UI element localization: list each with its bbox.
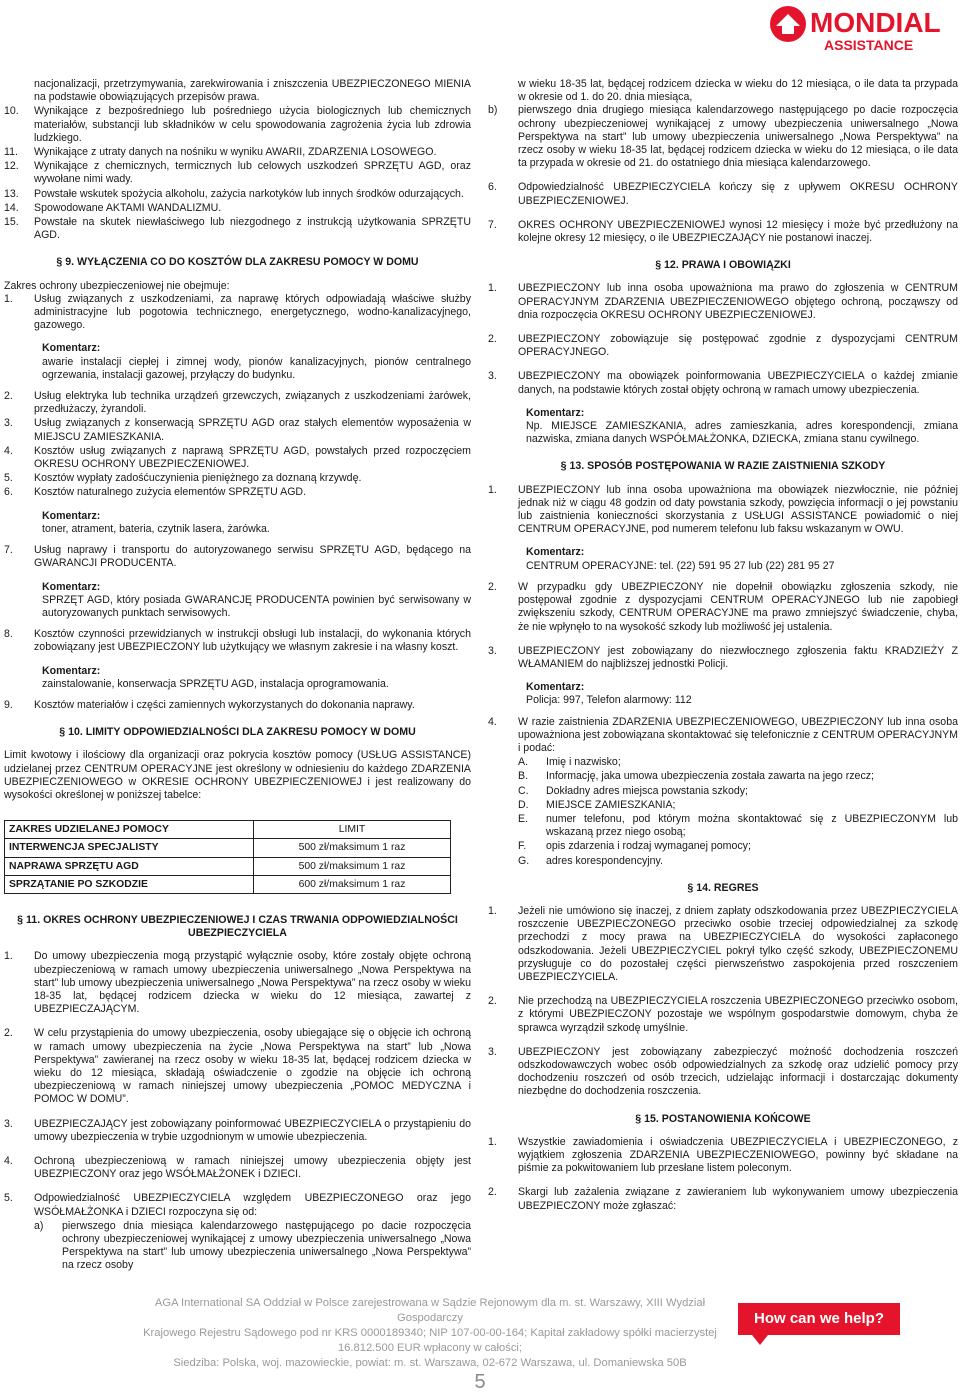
s11-item-6: 6. Odpowiedzialność UBEZPIECZYCIELA kończy się z upływem OKRESU OCHRONY UBEZPIECZENIOWEJ. [488, 181, 958, 207]
list-item: G. adres korespondencyjny. [518, 854, 663, 867]
comment-block: Komentarz: awarie instalacji ciepłej i zimnej wody, pionów kanalizacyjnych, pionów centralnego ogrzewania, instalacji gazowej, przyłączy do budynku. [42, 342, 471, 381]
s11-item-5b: b) pierwszego dnia drugiego miesiąca kalendarzowego następującego po dacie rozpoczęcia ochrony ubezpieczeniowej wynikającej z umowy ubezpieczenia uniwersalnego „Nowa Perspektywa na start” lub umowy ubezpieczenia uniwersalnego „Nowa Perspektywa” na rzecz osoby w wieku 18-35 lat, będącej rodzicem dziecka w wieku do 12 miesiąca, o ile data ta przypada w okresie od 21. do ostatniego dnia miesiąca kalendarzowego. [488, 104, 958, 170]
list-item: 13. Powstałe wskutek spożycia alkoholu, zażycia narkotyków lub innych środków odurzających. [4, 187, 464, 200]
list-item: 1. UBEZPIECZONY lub inna osoba upoważniona ma prawo do zgłoszenia w CENTRUM OPERACYJNYM ZDARZENIA UBEZPIECZENIOWEGO objętego ochroną, począwszy od dnia rozpoczęcia OKRESU OCHRONY UBEZPIECZENIOWEJ. [488, 282, 958, 321]
s13-sublist [488, 756, 958, 868]
list-item: B. Informację, jaka umowa ubezpieczenia została zawarta na jego rzecz; [518, 770, 874, 783]
list-item: 5. Kosztów wypłaty zadośćuczynienia pieniężnego za doznaną krzywdę. [4, 472, 362, 485]
list-item: 2. Skargi lub zażalenia związane z zawieraniem lub wykonywaniem umowy ubezpieczenia UBEZPIECZONY może zgłaszać: [488, 1186, 958, 1212]
top-list [4, 78, 471, 242]
mondial-logo [766, 2, 956, 54]
list-item: nacjonalizacji, przetrzymywania, zarekwirowania i zniszczenia UBEZPIECZONEGO MIENIA na podstawie obowiązujących przepisów prawa. [34, 78, 471, 104]
s13-item-2: 2. W przypadku gdy UBEZPIECZONY nie dopełnił obowiązku zgłoszenia szkody, nie postępował zgodnie z dyspozycjami CENTRUM OPERACYJNEGO lub nie zapobiegł zwiększeniu szkody, CENTRUM OPERACYJNE ma prawo zmniejszyć świadczenie, chyba, że nie wpłynęło to na wysokość szkody lub możliwość jej ustalenia. [488, 580, 958, 633]
comment-block: Komentarz: Policja: 997, Telefon alarmowy: 112 [526, 681, 692, 707]
right-column [488, 78, 958, 1214]
comment-block: Komentarz: zainstalowanie, konserwacja SPRZĘTU AGD, instalacja oprogramowania. [42, 664, 389, 690]
footer-line: AGA International SA Oddział w Polsce zarejestrowana w Sądzie Rejonowym dla m. st. Warszawy, XIII Wydział Gospodarczy [154, 1297, 706, 1324]
list-item: 12. Wynikające z chemicznych, termicznych lub celowych uszkodzeń SPRZĘTU AGD, oraz wywołane nimi wady. [4, 160, 471, 186]
list-item: 4. Ochroną ubezpieczeniową w ramach niniejszej umowy ubezpieczenia objęty jest UBEZPIECZONY oraz jego WSÓŁMAŁŻONEK i DZIECI. [4, 1155, 471, 1181]
logo-subword: ASSISTANCE [824, 37, 914, 53]
table-row [5, 875, 451, 893]
s9-item-7: 7. Usług naprawy i transportu do autoryzowanego serwisu SPRZĘTU AGD, będącego na GWARANCJI PRODUCENTA. [4, 544, 471, 570]
s13-item-1: 1. UBEZPIECZONY lub inna osoba upoważniona ma obowiązek niezwłocznie, nie później jednak niż w ciągu 48 godzin od daty powstania szkody, powzięcia informacji o jej powstaniu lub zaistnienia konieczności skorzystania z USŁUGI ASSISTANCE powiadomić o niej CENTRUM OPERACYJNE, pod numerem telefonu lub faksu wskazanym w OWU. [488, 483, 958, 536]
table-cell: NAPRAWA SPRZĘTU AGD [5, 857, 254, 875]
table-cell: 600 zł/maksimum 1 raz [254, 875, 451, 893]
list-item: 2. Nie przechodzą na UBEZPIECZYCIELA roszczenia UBEZPIECZONEGO przeciwko osobom, z którymi UBEZPIECZONY pozostaje we wspólnym gospodarstwie domowym, chyba że sprawca wyrządził szkodę umyślnie. [488, 995, 958, 1034]
comment-block: Komentarz: toner, atrament, bateria, czytnik lasera, żarówka. [42, 509, 270, 535]
left-column [4, 78, 471, 1274]
s11-list [4, 950, 471, 1218]
s12-list [488, 282, 958, 396]
table-cell: 500 zł/maksimum 1 raz [254, 839, 451, 857]
list-item: 3. UBEZPIECZONY jest zobowiązany zabezpieczyć możność dochodzenia roszczeń odszkodowawczych wobec osób odpowiedzialnych za szkodę oraz udzielić pomocy przy dochodzeniu roszczeń od osób trzecich, udzielając informacji i dostarczając dokumenty niezbędne do dochodzenia roszczenia. [488, 1045, 958, 1098]
s15-list [488, 1136, 958, 1213]
table-row [5, 839, 451, 857]
s13-item-4: 4. W razie zaistnienia ZDARZENIA UBEZPIECZENIOWEGO, UBEZPIECZONY lub inna osoba upoważniona jest zobowiązana skontaktować się telefonicznie z CENTRUM OPERACYJNYM i podać: [488, 715, 958, 754]
s14-list [488, 905, 958, 1099]
list-item: 3. Usług związanych z konserwacją SPRZĘTU AGD oraz stałych elementów wyposażenia w MIEJSCU ZAMIESZKANIA. [4, 417, 471, 443]
list-item: 10. Wynikające z bezpośredniego lub pośredniego użycia biologicznych lub chemicznych materiałów, substancji lub składników w celu spowodowania zagrożenia życia lub zdrowia ludzkiego. [4, 105, 471, 144]
s11-item-7: 7. OKRES OCHRONY UBEZPIECZENIOWEJ wynosi 12 miesięcy i może być przedłużony na kolejne okresy 12 miesięcy, o ile UBEZPIECZAJĄCY nie postanowi inaczej. [488, 218, 958, 245]
list-item: F. opis zdarzenia i rodzaj wymaganej pomocy; [518, 840, 751, 853]
table-cell: INTERWENCJA SPECJALISTY [5, 839, 254, 857]
table-cell: SPRZĄTANIE PO SZKODZIE [5, 875, 254, 893]
section-14-title: § 14. REGRES [687, 881, 759, 894]
list-item: A. Imię i nazwisko; [518, 756, 621, 769]
list-item: 3. UBEZPIECZONY ma obowiązek poinformowania UBEZPIECZYCIELA o każdej zmianie danych, na podstawie których został objęty ochroną w ramach umowy ubezpieczenia. [488, 370, 958, 396]
section-11-title: § 11. OKRES OCHRONY UBEZPIECZENIOWEJ I CZAS TRWANIA ODPOWIEDZIALNOŚCI UBEZPIECZYCIELA [17, 913, 458, 940]
comment-block: Komentarz: CENTRUM OPERACYJNE: tel. (22) 591 95 27 lub (22) 281 95 27 [526, 546, 835, 572]
section-15-title: § 15. POSTANOWIENIA KOŃCOWE [635, 1112, 811, 1125]
section-9-title: § 9. WYŁĄCZENIA CO DO KOSZTÓW DLA ZAKRESU POMOCY W DOMU [56, 256, 419, 269]
list-item: 14. Spowodowane AKTAMI WANDALIZMU. [4, 201, 222, 214]
list-item: 11. Wynikające z utraty danych na nośniku w wyniku AWARII, ZDARZENIA LOSOWEGO. [4, 146, 437, 159]
s9-item-9: 9. Kosztów materiałów i części zamiennych wykorzystanych do dokonania naprawy. [4, 698, 415, 711]
list-item: 2. UBEZPIECZONY zobowiązuje się postępować zgodnie z dyspozycjami CENTRUM OPERACYJNEGO. [488, 333, 958, 359]
list-item: 2. Usług elektryka lub technika urządzeń grzewczych, związanych z uszkodzeniami żarówek, przedłużaczy, żyrandoli. [4, 390, 471, 416]
section-13-title: § 13. SPOSÓB POSTĘPOWANIA W RAZIE ZAISTNIENIA SZKODY [560, 460, 886, 473]
section-10-text: Limit kwotowy i ilościowy dla organizacji oraz pokrycia kosztów pomocy (USŁUG ASSISTANCE) udzielanej przez CENTRUM OPERACYJNE jest określony w odniesieniu do każdego ZDARZENIA UBEZPIECZENIOWEGO w OKRESIE OCHRONY UBEZPIECZENIOWEJ i jest realizowany do wysokości określonej w poniższej tabelce: [4, 749, 471, 801]
logo-wordmark: MONDIAL [810, 7, 941, 38]
list-item: 3. UBEZPIECZAJĄCY jest zobowiązany poinformować UBEZPIECZYCIELA o przystąpieniu do umowy ubezpieczenia w trybie uzgodnionym w umowie ubezpieczenia. [4, 1117, 471, 1143]
section-12-title: § 12. PRAWA I OBOWIĄZKI [655, 259, 791, 272]
s9-item-1: 1. Usług związanych z uszkodzeniami, za naprawę których odpowiadają właściwe służby administracyjne lub pogotowia technicznego, energetycznego, wodno-kanalizacyjnego, gazowego. [4, 292, 471, 332]
footer [130, 1296, 730, 1371]
list-item: D. MIEJSCE ZAMIESZKANIA; [518, 798, 676, 811]
table-header-row [5, 821, 451, 839]
continued-text: w wieku 18-35 lat, będącej rodzicem dziecka w wieku do 12 miesiąca, o ile data ta przypada w okresie od 1. do 20. dnia miesiąca, [518, 78, 958, 104]
section-9-intro: Zakres ochrony ubezpieczeniowej nie obejmuje: [4, 279, 230, 292]
footer-line: Siedziba: Polska, woj. mazowieckie, powiat: m. st. Warszawa, 02-672 Warszawa, ul. Domaniewska 50B [173, 1357, 687, 1369]
s11-item-5a: a) pierwszego dnia miesiąca kalendarzowego następującego po dacie rozpoczęcia ochrony ubezpieczeniowej wynikającej z umowy ubezpieczenia uniwersalnego „Nowa Perspektywa na start” lub umowy ubezpieczenia uniwersalnego „Nowa Perspektywa” na rzecz osoby [34, 1219, 471, 1272]
limits-table [4, 820, 451, 894]
list-item: E. numer telefonu, pod którym można skontaktować się z UBEZPIECZONYM lub wskazaną przez niego osobą; [518, 812, 958, 839]
list-item: 1. Do umowy ubezpieczenia mogą przystąpić wyłącznie osoby, które zostały objęte ochroną ubezpieczeniową w ramach umowy ubezpieczenia uniwersalnego „Nowa Perspektywa na start” lub umowy ubezpieczenia uniwersalnego „Nowa Perspektywa” na rzecz osoby w wieku 18-35 lat, będącej rodzicem dziecka w wieku do 12 miesiąca, zawartej z UBEZPIECZAJĄCYM. [4, 950, 471, 1016]
s9-mid-list [4, 390, 471, 500]
list-item: 15. Powstałe na skutek niewłaściwego lub niezgodnego z instrukcją użytkowania SPRZĘTU AGD. [4, 216, 471, 242]
comment-block: Komentarz: Np. MIEJSCE ZAMIESZKANIA, adres zamieszkania, adres korespondencji, zmiana nazwiska, zmiana danych WSPÓŁMAŁŻONKA, DZIECKA, zmiana stanu cywilnego. [526, 406, 958, 446]
footer-line: Krajowego Rejestru Sądowego pod nr KRS 0000189340; NIP 107-00-00-164; Kapitał zakładowy spółki macierzystej 16.812.500 EUR wpłacony w całości; [143, 1327, 717, 1354]
s9-item-8: 8. Kosztów czynności przewidzianych w instrukcji obsługi lub instalacji, do wykonania których zobowiązany jest UBEZPIECZONY lub użytkujący we własnym zakresie i na własny koszt. [4, 628, 471, 654]
help-button[interactable]: How can we help? [738, 1303, 900, 1335]
table-cell: 500 zł/maksimum 1 raz [254, 857, 451, 875]
list-item: 2. W celu przystąpienia do umowy ubezpieczenia, osoby ubiegające się o objęcie ich ochroną w ramach umowy ubezpieczenia na życie „Nowa Perspektywa na start” lub „Nowa Perspektywa” zawieranej na rzecz osoby w wieku 18-35 lat, będącej rodzicem dziecka w wieku do 12 miesiąca, składają oświadczenie o zgodzie na objęcie ich ochroną ubezpieczeniową w ramach niniejszej umowy ubezpieczenia „POMOC MEDYCZNA i POMOC W DOMU”. [4, 1027, 471, 1106]
list-item: 4. Kosztów usług związanych z naprawą SPRZĘTU AGD, powstałych przed rozpoczęciem OKRESU OCHRONY UBEZPIECZENIOWEJ. [4, 444, 471, 471]
table-header-cell: ZAKRES UDZIELANEJ POMOCY [5, 821, 254, 839]
list-item: 5. Odpowiedzialność UBEZPIECZYCIELA względem UBEZPIECZONEGO oraz jego WSÓŁMAŁŻONKA i DZIECI rozpoczyna się od: [4, 1192, 471, 1218]
list-item: C. Dokładny adres miejsca powstania szkody; [518, 784, 748, 797]
comment-block: Komentarz: SPRZĘT AGD, który posiada GWARANCJĘ PRODUCENTA powinien być serwisowany w autoryzowanych punktach serwisowych. [42, 580, 471, 619]
list-item: 1. Jeżeli nie umówiono się inaczej, z dniem zapłaty odszkodowania przez UBEZPIECZYCIELA roszczenie UBEZPIECZONEGO przeciwko osobie trzeciej odpowiedzialnej za szkodę przechodzi z mocy prawa na UBEZPIECZYCIELA do wysokości zapłaconego odszkodowania. Jeżeli UBEZPIECZYCIEL pokrył tylko część szkody, UBEZPIECZONEMU przysługuje co do pozostałej części pierwszeństwo zaspokojenia przed roszczeniem UBEZPIECZYCIELA. [488, 904, 958, 983]
s13-item-3: 3. UBEZPIECZONY jest zobowiązany do niezwłocznego zgłoszenia faktu KRADZIEŻY Z WŁAMANIEM do najbliższej jednostki Policji. [488, 644, 958, 670]
table-row [5, 857, 451, 875]
section-10-title: § 10. LIMITY ODPOWIEDZIALNOŚCI DLA ZAKRESU POMOCY W DOMU [59, 726, 416, 739]
page-number: 5 [474, 1371, 486, 1393]
list-item: 6. Kosztów naturalnego zużycia elementów SPRZĘTU AGD. [4, 486, 307, 499]
table-header-cell: LIMIT [254, 821, 451, 839]
list-item: 1. Wszystkie zawiadomienia i oświadczenia UBEZPIECZYCIELA i UBEZPIECZONEGO, z wyjątkiem zgłoszenia ZDARZENIA UBEZPIECZENIOWEGO, powinny być składane na piśmie za pokwitowaniem lub przesłane listem poleconym. [488, 1135, 958, 1175]
